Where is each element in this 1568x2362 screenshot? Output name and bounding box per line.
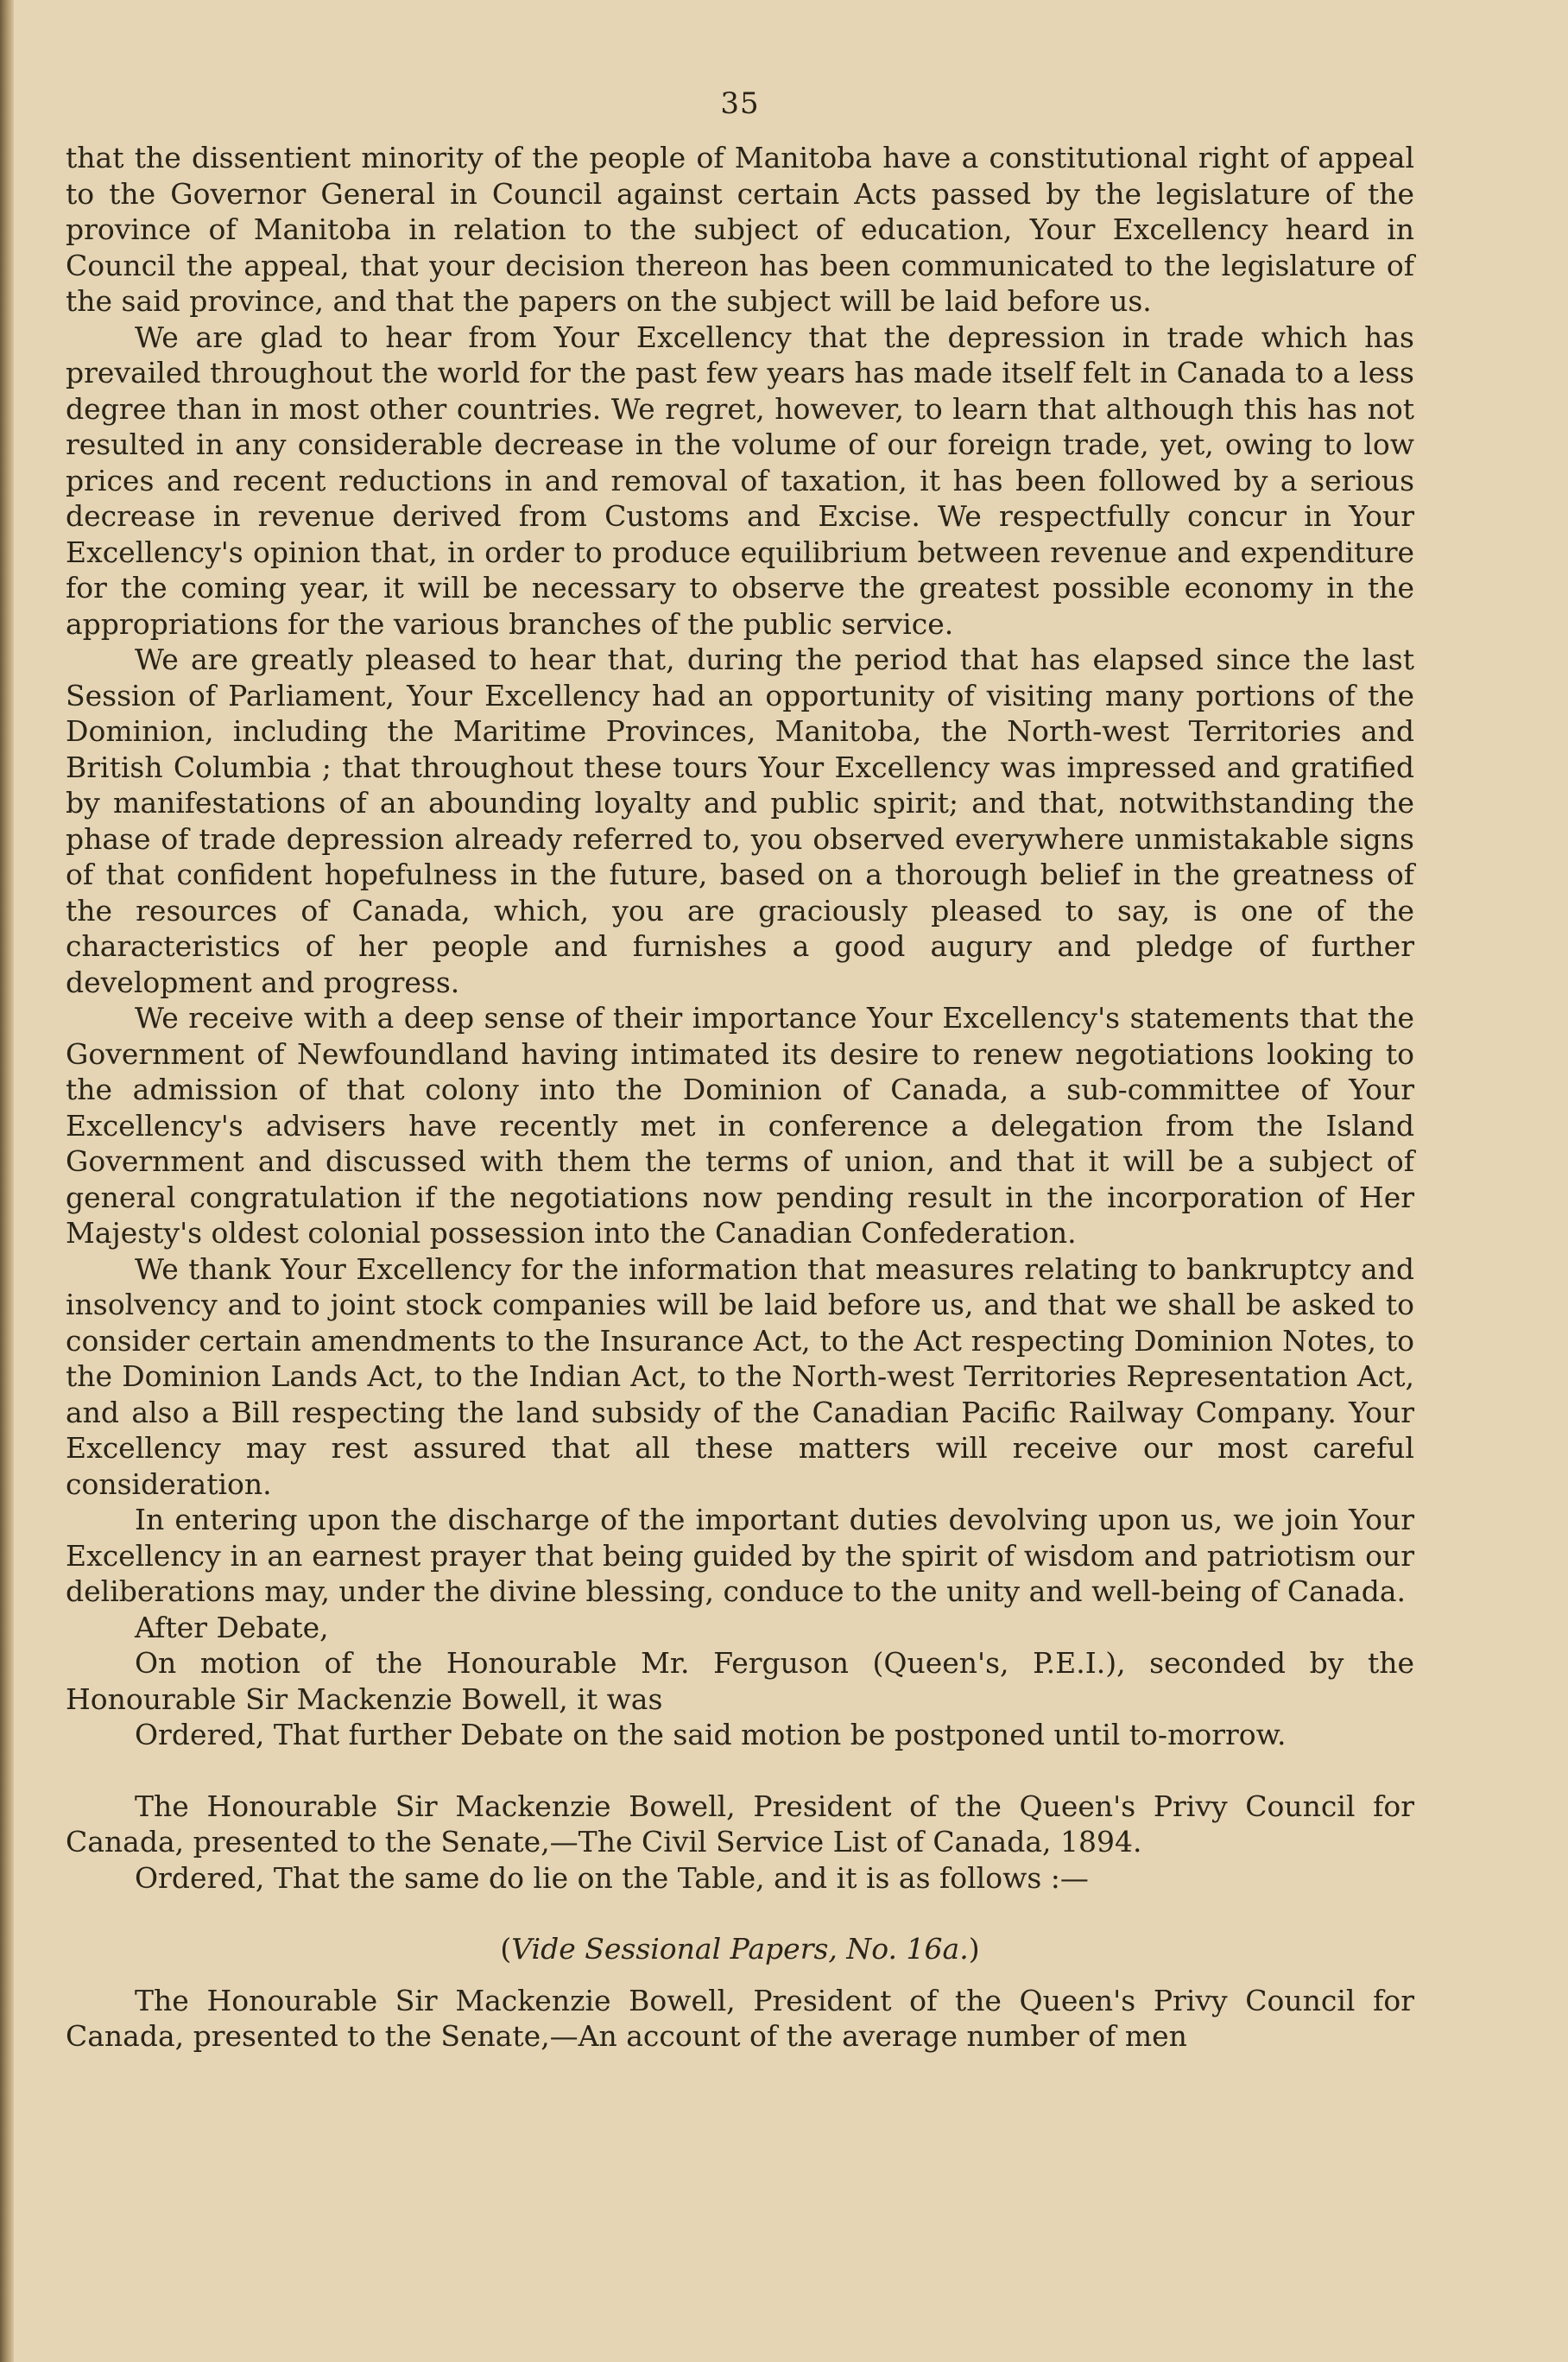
paragraph-continuation: that the dissentient minority of the people of Manitoba have a constitutional right of appeal to the Governor General in Council against certain Acts passed by the legislature of the province of Manitoba in relation to the subject of education, Your Excellency heard in Council the appeal, that your decision thereon has been communicated to the legislature of the said province, and that the papers on the subject will be laid before us. xyxy=(66,141,1414,318)
section-gap xyxy=(66,1896,1414,1931)
page-number: 35 xyxy=(720,86,760,121)
paragraph-newfoundland: We receive with a deep sense of their importance Your Excellency's statements that the Government of Newfoundland having intimated its desire to renew negotiations looking to the admission of that colony into the Dominion of Canada, a sub-committee of Your Excellency's advisers have recently met in conference a delegation from the Island Government and discussed with them the terms of union, and that it will be a subject of general congratulation if the negotiations now pending result in the incorporation of Her Majesty's oldest colonial possession into the Canadian Confederation. xyxy=(66,1001,1414,1250)
book-spine-edge xyxy=(0,0,14,2362)
reference-close-paren: ) xyxy=(968,1932,980,1966)
paragraph-trade-depression: We are glad to hear from Your Excellency that the depression in trade which has prevailed throughout the world for the past few years has made itself felt in Canada to a less degree than in most other countries. We regret, however, to learn that although this has not resulted in any considerable decrease in the volume of our foreign trade, yet, owing to low prices and recent reductions in and removal of taxation, it has been followed by a serious decrease in revenue derived from Customs and Excise. We respectfully concur in Your Excellency's opinion that, in order to produce equilibrium between revenue and expenditure for the coming year, it will be necessary to observe the greatest possible economy in the appropriations for the various branches of the public service. xyxy=(66,320,1414,641)
paragraph-governor-tours: We are greatly pleased to hear that, during the period that has elapsed since the last Session of Parliament, Your Excellency had an opportunity of visiting many portions of the Dominion, including the Maritime Provinces, Manitoba, the North-west Territories and British Columbia ; that throughout these tours Your Excellency was impressed and gratified by manifestations of an abounding loyalty and public spirit; and that, notwithstanding the phase of trade depression already referred to, you observed everywhere unmistakable signs of that confident hopefulness in the future, based on a thorough belief in the greatness of the resources of Canada, which, you are graciously pleased to say, is one of the characteristics of her people and furnishes a good augury and pledge of further development and progress. xyxy=(66,643,1414,999)
paragraph-civil-service-list: The Honourable Sir Mackenzie Bowell, President of the Queen's Privy Council for Canada, presented to the Senate,—The Civil Service List of Canada, 1894. xyxy=(66,1789,1414,1859)
paragraph-legislation: We thank Your Excellency for the information that measures relating to bankruptcy and insolvency and to joint stock companies will be laid before us, and that we shall be asked to consider certain amendments to the Insurance Act, to the Act respecting Dominion Notes, to the Dominion Lands Act, to the Indian Act, to the North-west Territories Representation Act, and also a Bill respecting the land subsidy of the Canadian Pacific Railway Company. Your Excellency may rest assured that all these matters will receive our most careful consideration. xyxy=(66,1251,1414,1501)
section-gap xyxy=(66,1753,1414,1789)
paragraph-motion: On motion of the Honourable Mr. Ferguson (Queen's, P.E.I.), seconded by the Honourable Sir Mackenzie Bowell, it was xyxy=(66,1646,1414,1716)
sessional-papers-reference xyxy=(66,1931,1414,1967)
document-page xyxy=(66,86,1414,2055)
paragraph-ordered-postpone: Ordered, That further Debate on the said motion be postponed until to-morrow. xyxy=(135,1718,1287,1751)
reference-open-paren: ( xyxy=(500,1932,512,1966)
reference-text: Vide Sessional Papers, No. 16a. xyxy=(511,1932,969,1966)
paragraph-ordered-table: Ordered, That the same do lie on the Table, and it is as follows :— xyxy=(135,1860,1089,1895)
section-gap xyxy=(66,1967,1414,1983)
paragraph-prayer: In entering upon the discharge of the important duties devolving upon us, we join Your Excellency in an earnest prayer that being guided by the spirit of wisdom and patriotism our deliberations may, under the divine blessing, conduce to the unity and well-being of Canada. xyxy=(66,1503,1414,1608)
paragraph-after-debate: After Debate, xyxy=(135,1610,329,1644)
paragraph-average-number: The Honourable Sir Mackenzie Bowell, President of the Queen's Privy Council for Canada, presented to the Senate,—An account of the average number of men xyxy=(66,1983,1414,2053)
